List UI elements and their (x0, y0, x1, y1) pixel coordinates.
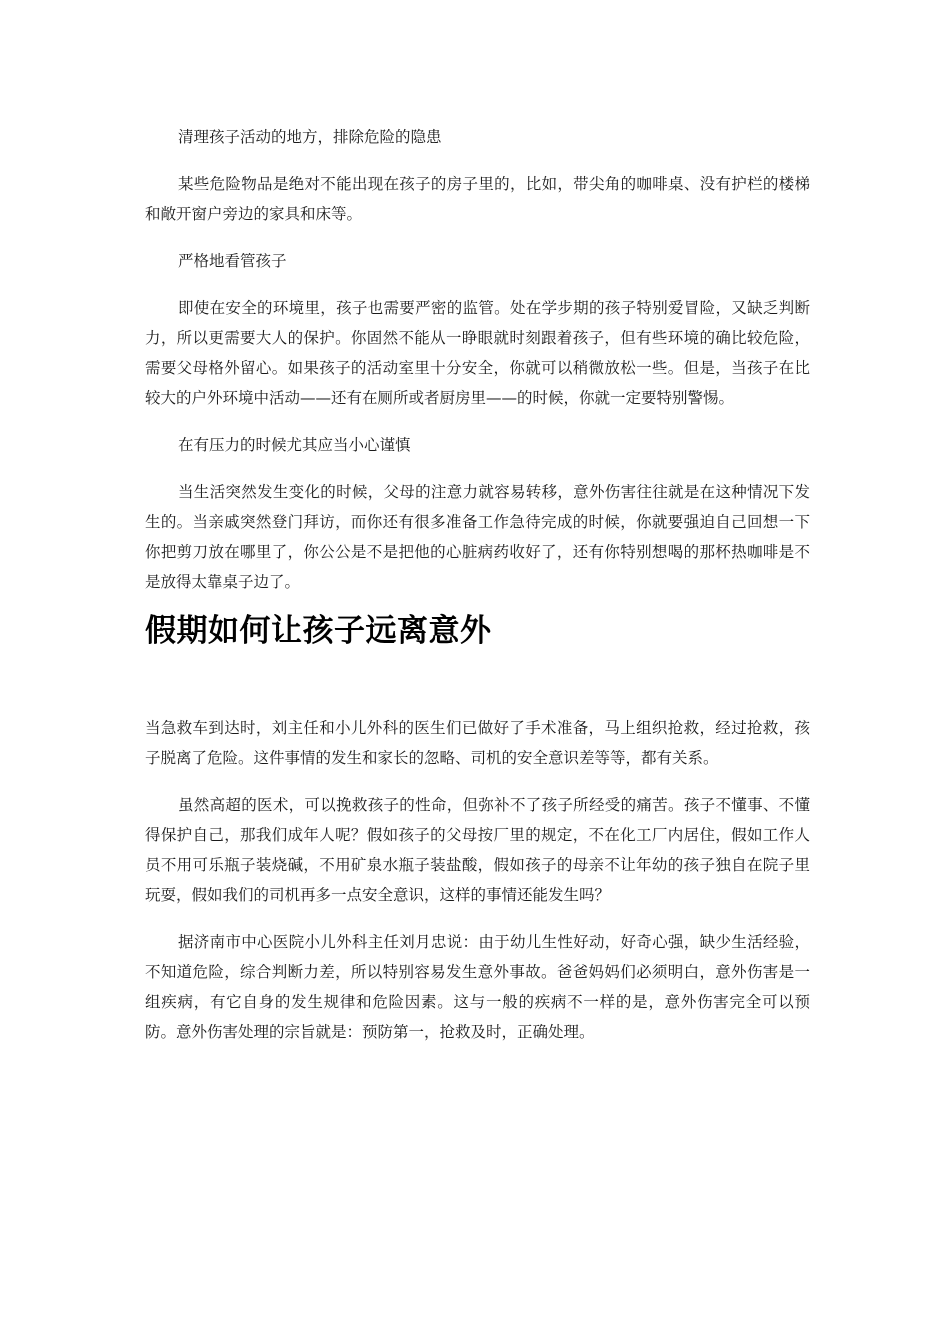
article-paragraph: 据济南市中心医院小儿外科主任刘月忠说：由于幼儿生性好动，好奇心强，缺少生活经验，不知道危险，综合判断力差，所以特别容易发生意外事故。爸爸妈妈们必须明白，意外伤害是一组疾病，有它自身的发生规律和危险因素。这与一般的疾病不一样的是，意外伤害完全可以预防。意外伤害处理的宗旨就是：预防第一，抢救及时，正确处理。 (145, 933, 810, 1041)
document-content (145, 122, 810, 1047)
section-heading-stress: 在有压力的时候尤其应当小心谨慎 (178, 436, 411, 454)
section-heading-clear-hazards: 清理孩子活动的地方，排除危险的隐患 (178, 128, 442, 146)
article-paragraph: 当急救车到达时，刘主任和小儿外科的医生们已做好了手术准备，马上组织抢救，经过抢救，孩子脱离了危险。这件事情的发生和家长的忽略、司机的安全意识差等等，都有关系。 (145, 719, 810, 767)
article-title: 假期如何让孩子远离意外 (145, 613, 492, 649)
section-body-supervise: 即使在安全的环境里，孩子也需要严密的监管。处在学步期的孩子特别爱冒险，又缺乏判断力，所以更需要大人的保护。你固然不能从一睁眼就时刻跟着孩子，但有些环境的确比较危险，需要父母格外留心。如果孩子的活动室里十分安全，你就可以稍微放松一些。但是，当孩子在比较大的户外环境中活动——还有在厕所或者厨房里——的时候，你就一定要特别警惕。 (145, 299, 810, 407)
article-paragraph: 虽然高超的医术，可以挽救孩子的性命，但弥补不了孩子所经受的痛苦。孩子不懂事、不懂得保护自己，那我们成年人呢？假如孩子的父母按厂里的规定，不在化工厂内居住，假如工作人员不用可乐瓶子装烧碱，不用矿泉水瓶子装盐酸，假如孩子的母亲不让年幼的孩子独自在院子里玩耍，假如我们的司机再多一点安全意识，这样的事情还能发生吗？ (145, 796, 810, 904)
section-body-clear-hazards: 某些危险物品是绝对不能出现在孩子的房子里的，比如，带尖角的咖啡桌、没有护栏的楼梯和敞开窗户旁边的家具和床等。 (145, 175, 810, 223)
section-heading-supervise: 严格地看管孩子 (178, 252, 287, 270)
section-body-stress: 当生活突然发生变化的时候，父母的注意力就容易转移，意外伤害往往就是在这种情况下发生的。当亲戚突然登门拜访，而你还有很多准备工作急待完成的时候，你就要强迫自己回想一下你把剪刀放在哪里了，你公公是不是把他的心脏病药收好了，还有你特别想喝的那杯热咖啡是不是放得太靠桌子边了。 (145, 483, 810, 591)
